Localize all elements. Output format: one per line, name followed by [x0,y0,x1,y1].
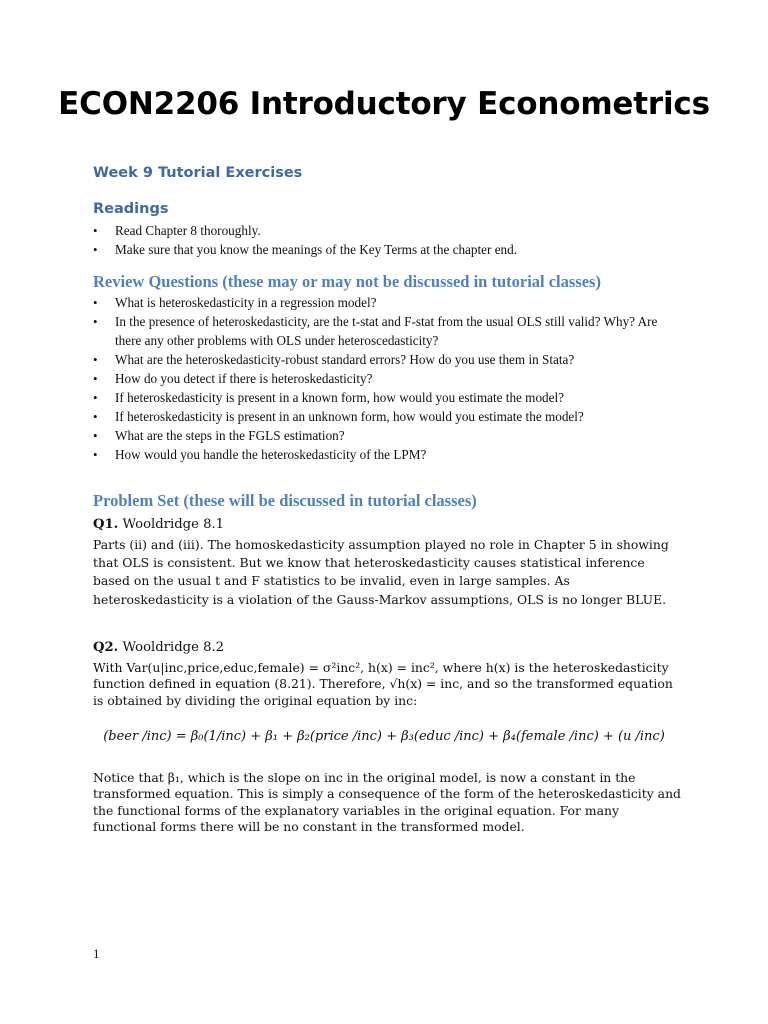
readings-heading: Readings [93,201,169,217]
q2-note: Notice that β₁, which is the slope on inc in the original model, is now a constant in the transformed equation. This is simply a consequence of the form of the heteroskedasticity and the functional forms of the explanatory variables in the original equation. For many functional forms there will be no constant in the transformed model. [93,770,681,835]
problem-set-heading: Problem Set (these will be discussed in tutorial classes) [93,491,477,510]
readings-list [93,221,683,259]
list-item: • What is heteroskedasticity in a regression model? [93,293,683,312]
review-questions-list [93,293,683,464]
q2-heading [93,640,224,655]
list-item: • Read Chapter 8 thoroughly. [93,221,683,240]
q1-answer: Parts (ii) and (iii). The homoskedasticity assumption played no role in Chapter 5 in showing that OLS is consistent. But we know that heteroskedasticity causes statistical inference based on the usual t and F statistics to be invalid, even in large samples. As heteroskedasticity is a violation of the Gauss-Markov assumptions, OLS is no longer BLUE. [93,537,669,607]
list-item: • How do you detect if there is heteroskedasticity? [93,369,683,388]
list-item: • In the presence of heteroskedasticity, are the t-stat and F-stat from the usual OLS still valid? Why? Are there any other problems with OLS under heteroscedasticity? [93,312,683,350]
list-item: • What are the heteroskedasticity-robust standard errors? How do you use them in Stata? [93,350,683,369]
q2-answer: With Var(u|inc,price,educ,female) = σ²inc², h(x) = inc², where h(x) is the heteroskedasticity function defined in equation (8.21). Therefore, √h(x) = inc, and so the transformed equation is obtained by dividing the original equation by inc: [93,660,673,708]
transformed-equation: (beer /inc) = β₀(1/inc) + β₁ + β₂(price /inc) + β₃(educ /inc) + β₄(female /inc) + (u /inc) [103,729,665,744]
list-item: • How would you handle the heteroskedasticity of the LPM? [93,445,683,464]
week-subtitle: Week 9 Tutorial Exercises [93,165,303,181]
list-item: • If heteroskedasticity is present in an unknown form, how would you estimate the model? [93,407,683,426]
q2-source: Wooldridge 8.2 [122,640,225,655]
q1-heading [93,517,224,532]
q2-label: Q2. [93,640,119,655]
list-item: • If heteroskedasticity is present in a known form, how would you estimate the model? [93,388,683,407]
q1-source: Wooldridge 8.1 [122,517,225,532]
list-item: • Make sure that you know the meanings of the Key Terms at the chapter end. [93,240,683,259]
list-item: • What are the steps in the FGLS estimation? [93,426,683,445]
review-questions-heading: Review Questions (these may or may not be discussed in tutorial classes) [93,272,601,291]
page-number: 1 [93,946,100,961]
document-title: ECON2206 Introductory Econometrics [58,86,710,122]
q1-label: Q1. [93,517,119,532]
